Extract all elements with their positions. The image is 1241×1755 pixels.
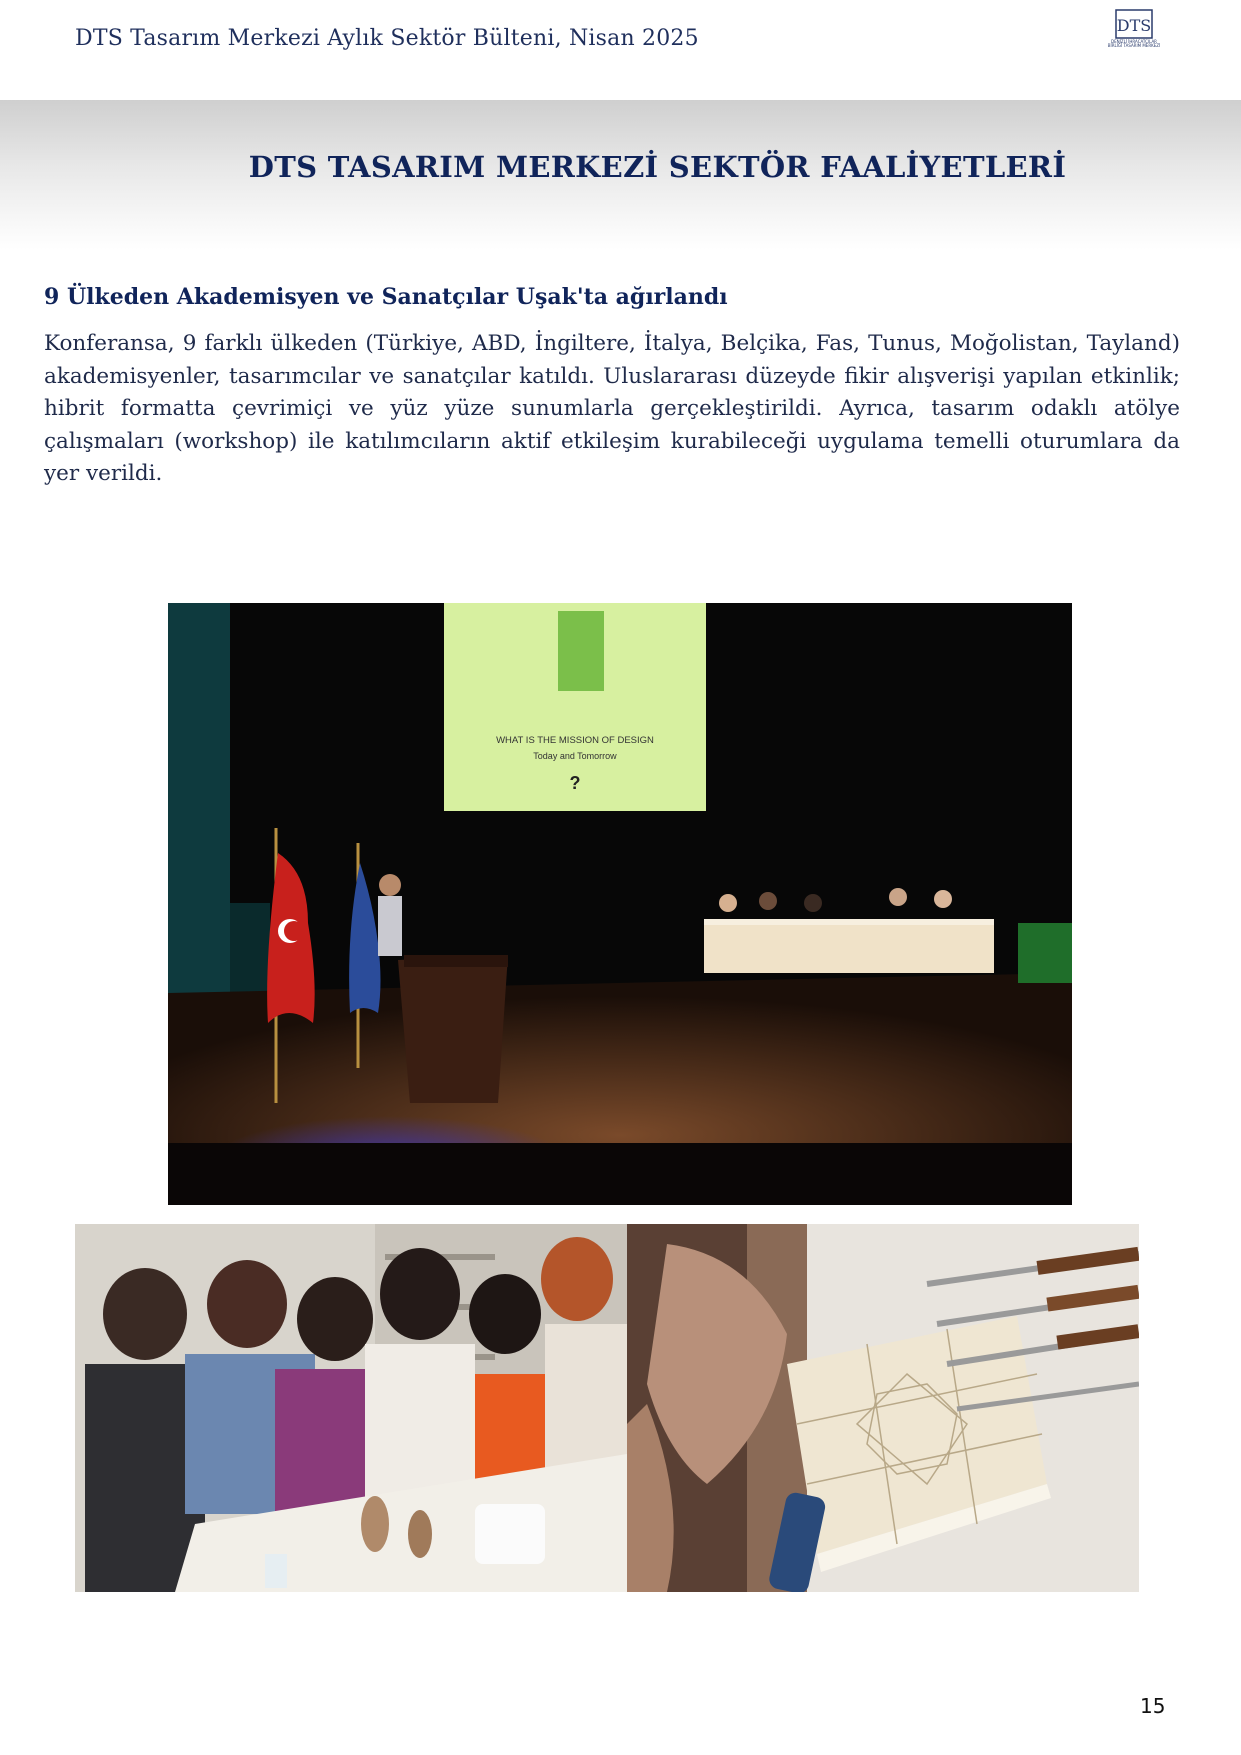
- slide-title: WHAT IS THE MISSION OF DESIGN: [496, 735, 654, 746]
- wood-carving-photo: [627, 1224, 1139, 1592]
- dts-logo-icon: [1108, 8, 1160, 42]
- projection-screen: [444, 603, 706, 811]
- dts-logo: [1108, 8, 1160, 56]
- article-paragraph: Konferansa, 9 farklı ülkeden (Türkiye, ABD, İngiltere, İtalya, Belçika, Fas, Tunus, Moğolistan, Tayland) akademisyenler, tasarımcılar ve sanatçılar katıldı. Uluslararası düzeyde fikir alışverişi yapılan etkinlik; hibrit formatta çevrimiçi ve yüz yüze sunumlarla gerçekleştirildi. Ayrıca, tasarım odaklı atölye çalışmaları (workshop) ile katılımcıların aktif etkileşim kurabileceği uygulama temelli oturumlara da yer verildi.: [44, 331, 1180, 486]
- page-number: 15: [1140, 1694, 1166, 1718]
- logo-caption: DENİZLİ İHRACATÇILAR BİRLİĞİ TASARIM MERKEZİ: [1107, 39, 1161, 48]
- section-title: DTS TASARIM MERKEZİ SEKTÖR FAALİYETLERİ: [248, 150, 1067, 184]
- svg-text:DTS: DTS: [1116, 16, 1152, 35]
- slide-subtitle: Today and Tomorrow: [533, 751, 617, 761]
- article-heading: 9 Ülkeden Akademisyen ve Sanatçılar Uşak'ta ağırlandı: [44, 284, 728, 310]
- conference-photo: [168, 603, 1072, 1205]
- workshop-photo: [75, 1224, 627, 1592]
- slide-question: ?: [569, 773, 581, 793]
- bulletin-header-title: DTS Tasarım Merkezi Aylık Sektör Bülteni, Nisan 2025: [75, 26, 699, 51]
